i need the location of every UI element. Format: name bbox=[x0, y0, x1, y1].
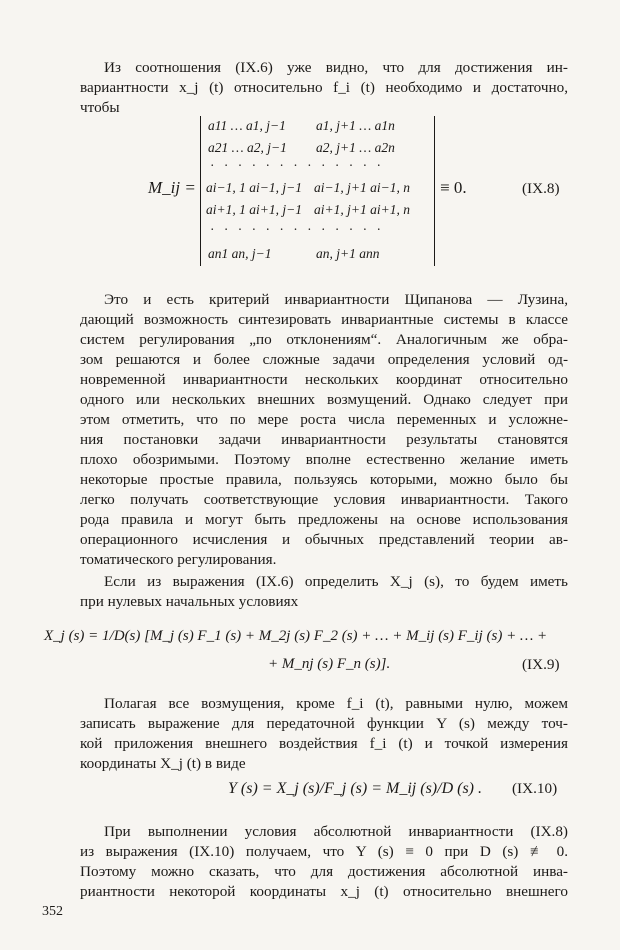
text-line: вариантности x_j (t) относительно f_i (t) необходимо и достаточно, bbox=[80, 79, 568, 96]
text-line: зом решаются и более сложные задачи определения условий од- bbox=[80, 351, 568, 368]
matrix-cell: an1 an, j−1 bbox=[208, 246, 272, 261]
text-line: Это и есть критерий инвариантности Щипанова — Лузина, bbox=[104, 291, 568, 308]
equation-number: (IX.9) bbox=[522, 656, 560, 673]
text-line: некоторые простые правила, пользуясь которыми, можно было бы bbox=[80, 471, 568, 488]
text-line: из выражения (IX.10) получаем, что Y (s) ≡ 0 при D (s) ≢ 0. bbox=[80, 843, 568, 860]
matrix-cell: a1, j+1 … a1n bbox=[316, 118, 395, 133]
matrix-cell: ai+1, j+1 ai+1, n bbox=[314, 202, 410, 217]
matrix-cell: ai−1, 1 ai−1, j−1 bbox=[206, 180, 302, 195]
equation-ix10: Y (s) = X_j (s)/F_j (s) = M_ij (s)/D (s) . bbox=[228, 780, 483, 797]
text-line: при нулевых начальных условиях bbox=[80, 593, 299, 610]
matrix-cell: ai−1, j+1 ai−1, n bbox=[314, 180, 410, 195]
text-line: Поэтому можно сказать, что для достижения абсолютной инва- bbox=[80, 863, 568, 880]
equation-ix9-line2: + M_nj (s) F_n (s)]. bbox=[268, 656, 391, 672]
text-line: плохо обозримыми. Поэтому вполне естественно желание иметь bbox=[80, 451, 568, 468]
text-line: Если из выражения (IX.6) определить X_j (s), то будем иметь bbox=[104, 573, 568, 590]
text-line: Полагая все возмущения, кроме f_i (t), равными нулю, можем bbox=[104, 695, 568, 712]
matrix-label: M_ij = bbox=[148, 178, 196, 197]
text-line: этом отметить, что по мере роста числа переменных и усложне- bbox=[80, 411, 568, 428]
text-line: рода правила и могут быть предложены на основе использования bbox=[80, 511, 568, 528]
determinant-left-bar bbox=[200, 116, 201, 266]
text-line: одного или нескольких внешних возмущений. Однако следует при bbox=[80, 391, 568, 408]
matrix-cell: an, j+1 ann bbox=[316, 246, 380, 261]
determinant-right-bar bbox=[434, 116, 435, 266]
text-line: риантности некоторой координаты x_j (t) относительно внешнего bbox=[80, 883, 568, 900]
text-line: чтобы bbox=[80, 99, 120, 116]
text-line: координаты X_j (t) в виде bbox=[80, 755, 246, 772]
text-line: дающий возможность синтезировать инвариантные системы в классе bbox=[80, 311, 568, 328]
text-line: легко получать соответствующие условия инвариантности. Такого bbox=[80, 491, 568, 508]
text-line: томатического регулирования. bbox=[80, 551, 277, 568]
matrix-cell: a21 … a2, j−1 bbox=[208, 140, 287, 155]
determinant-equation bbox=[148, 112, 568, 267]
matrix-cell: a11 … a1, j−1 bbox=[208, 118, 286, 133]
matrix-cell: a2, j+1 … a2n bbox=[316, 140, 395, 155]
page-number: 352 bbox=[42, 904, 63, 919]
text-line: новременной инвариантности нескольких координат относительно bbox=[80, 371, 568, 388]
matrix-cell: ai+1, 1 ai+1, j−1 bbox=[206, 202, 302, 217]
identity-zero: ≡ 0. bbox=[440, 178, 467, 197]
equation-number: (IX.10) bbox=[512, 780, 558, 797]
text-line: ния постановки задачи инвариантности результаты становятся bbox=[80, 431, 568, 448]
text-line: Из соотношения (IX.6) уже видно, что для достижения ин- bbox=[104, 59, 568, 76]
text-line: кой приложения внешнего воздействия f_i (t) и точкой измерения bbox=[80, 735, 568, 752]
matrix-dots: · · · · · · · · · · · · · bbox=[210, 158, 384, 173]
text-line: систем регулирования „по отклонениям“. Аналогичным же обра- bbox=[80, 331, 568, 348]
equation-ix9-line1: X_j (s) = 1/D(s) [M_j (s) F_1 (s) + M_2j (s) F_2 (s) + … + M_ij (s) F_ij (s) + … + bbox=[44, 628, 548, 644]
equation-number: (IX.8) bbox=[522, 180, 560, 197]
text-line: операционного исчисления и обычных представлений теории ав- bbox=[80, 531, 568, 548]
text-line: При выполнении условия абсолютной инвариантности (IX.8) bbox=[104, 823, 568, 840]
matrix-dots: · · · · · · · · · · · · · bbox=[210, 222, 384, 237]
text-line: записать выражение для передаточной функции Y (s) между точ- bbox=[80, 715, 568, 732]
